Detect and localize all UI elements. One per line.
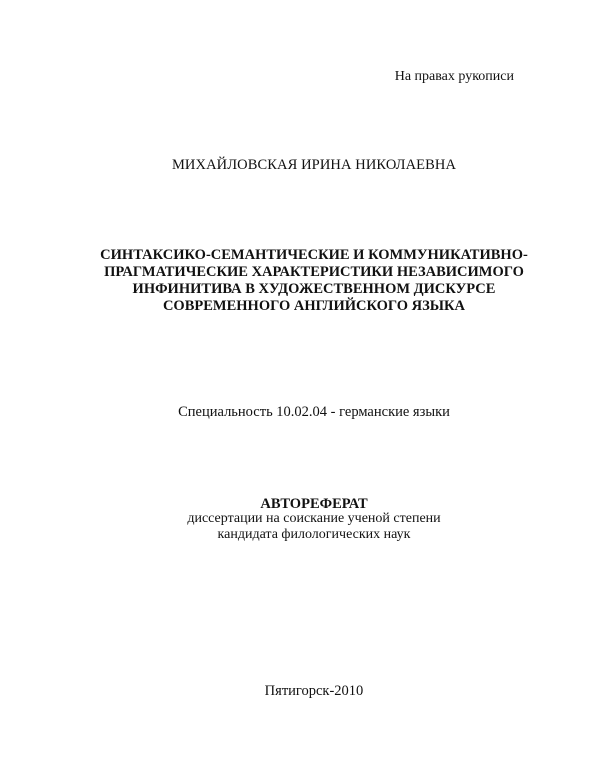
abstract-description (14, 511, 600, 543)
specialty-line: Специальность 10.02.04 - германские языки (178, 404, 450, 420)
manuscript-rights-note: На правах рукописи (394, 69, 514, 84)
place-and-year: Пятигорск-2010 (264, 683, 364, 699)
abstract-description-line: кандидата филологических наук (217, 527, 411, 542)
abstract-description-line: диссертации на соискание ученой степени (187, 511, 441, 526)
title-line: СИНТАКСИКО-СЕМАНТИЧЕСКИЕ И КОММУНИКАТИВНО- (100, 247, 528, 263)
author-name: МИХАЙЛОВСКАЯ ИРИНА НИКОЛАЕВНА (171, 157, 457, 173)
title-line: ПРАГМАТИЧЕСКИЕ ХАРАКТЕРИСТИКИ НЕЗАВИСИМОГО (104, 264, 524, 280)
title-line: СОВРЕМЕННОГО АНГЛИЙСКОГО ЯЗЫКА (162, 298, 466, 314)
dissertation-title (14, 247, 600, 315)
abstract-heading: АВТОРЕФЕРАТ (260, 496, 368, 512)
title-line: ИНФИНИТИВА В ХУДОЖЕСТВЕННОМ ДИСКУРСЕ (132, 281, 496, 297)
